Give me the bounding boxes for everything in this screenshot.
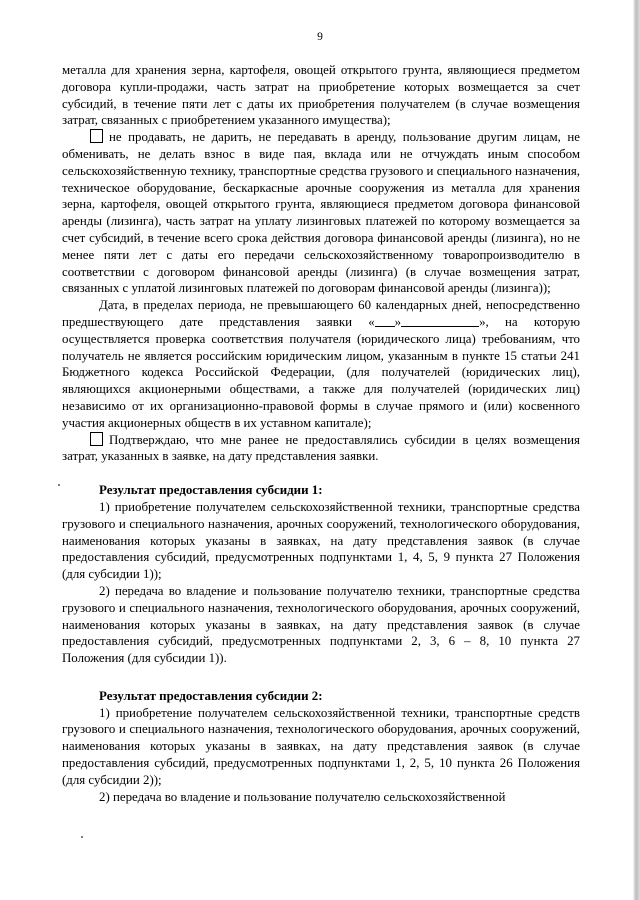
page-number: 9 [317, 31, 323, 43]
paragraph-leasing-clause [62, 129, 580, 297]
checkbox-confirmation[interactable] [90, 432, 103, 446]
date-month-blank[interactable] [401, 314, 479, 327]
verification-date-text-rest: », на которую осуществляется проверка соответствия получателя (юридического лица) требованиям, что получатель не является российским юридическим лицом, указанным в пункте 15 статьи 241 Бюджетного кодекса Российской Федерации, (для получателей (юридических лиц), являющихся акционерными обществами, а также для получателей (юридических лиц) независимо от их организационно-правовой формы в случае прямого и (или) косвенного участия акционерных обществ в их уставном капитале); [62, 314, 580, 430]
subsidy-1-result-item-2: 2) передача во владение и пользование получателю техники, транспортные средства грузового и специального назначения, технологического оборудования, арочных сооружений, наименования которых указаны в заявках, на дату представления заявок (в случае предоставления субсидий, предусмотренных подпунктами 2, 3, 6 – 8, 10 пункта 27 Положения (для субсидии 1)). [62, 583, 580, 666]
checkbox-leasing-obligation[interactable] [90, 129, 103, 143]
paragraph-storage-sale-clause: металла для хранения зерна, картофеля, овощей открытого грунта, являющиеся предметом договора купли-продажи, часть затрат на приобретение которых возмещается за счет субсидий, в течение пяти лет с даты их приобретения получателем (в случае возмещения затрат, связанных с приобретением указанного имущества); [62, 63, 580, 128]
quote-open: « [368, 314, 375, 329]
scan-edge-shadow [633, 0, 640, 900]
quote-mid: » [394, 314, 402, 329]
scan-speck [58, 484, 60, 486]
document-body [62, 62, 580, 805]
paragraph-confirmation [62, 432, 580, 466]
paragraph-verification-date [62, 297, 580, 431]
date-day-blank[interactable] [375, 314, 395, 327]
subsidy-1-result-item-1: 1) приобретение получателем сельскохозяйственной техники, транспортные средства грузового и специального назначения, арочных сооружений, технологического оборудования, наименования которых указаны в заявках, на дату представления заявок (в случае предоставления субсидий, предусмотренных подпунктами 1, 4, 5, 9 пункта 27 Положения (для субсидии 1)); [62, 499, 580, 582]
verification-date-text-start: Дата, в пределах периода, не превышающего 60 календарных дней, непосредственно предшествующего дате представления заявки [62, 298, 580, 329]
scan-speck [81, 836, 83, 838]
heading-subsidy-1-result: Результат предоставления субсидии 1: [99, 483, 323, 498]
leasing-clause-text: не продавать, не дарить, не передавать в аренду, пользование другим лицам, не обменивать, не делать взнос в виде пая, вклада или не отчуждать иным способом сельскохозяйственную технику, транспортные средства грузового и специального назначения, техническое оборудование, бескаркасные арочные сооружения из металла для хранения зерна, картофеля, овощей открытого грунта, являющиеся предметом договора финансовой аренды (лизинга), часть затрат на уплату лизинговых платежей по которому возмещается за счет субсидий, в течение всего срока действия договора финансовой аренды (лизинга), но не менее пяти лет с даты его передачи сельскохозяйственному товаропроизводителю в соответствии с договором финансовой аренды (лизинга) (в случае возмещения затрат, связанных с уплатой лизинговых платежей по договорам финансовой аренды (лизинга)); [62, 130, 580, 296]
subsidy-2-result-item-1: 1) приобретение получателем сельскохозяйственной техники, транспортные средств грузового и специального назначения, технологического оборудования, арочных сооружений, наименования которых указаны в заявках, на дату представления заявок (в случае предоставления субсидий, предусмотренных подпунктами 1, 2, 5, 10 пункта 26 Положения (для субсидии 2)); [62, 705, 580, 787]
confirmation-text: Подтверждаю, что мне ранее не предоставлялись субсидии в целях возмещения затрат, указанных в заявке, на дату представления заявки. [62, 432, 580, 464]
subsidy-2-result-item-2: 2) передача во владение и пользование получателю сельскохозяйственной [99, 789, 506, 804]
heading-subsidy-2-result: Результат предоставления субсидии 2: [99, 688, 323, 703]
